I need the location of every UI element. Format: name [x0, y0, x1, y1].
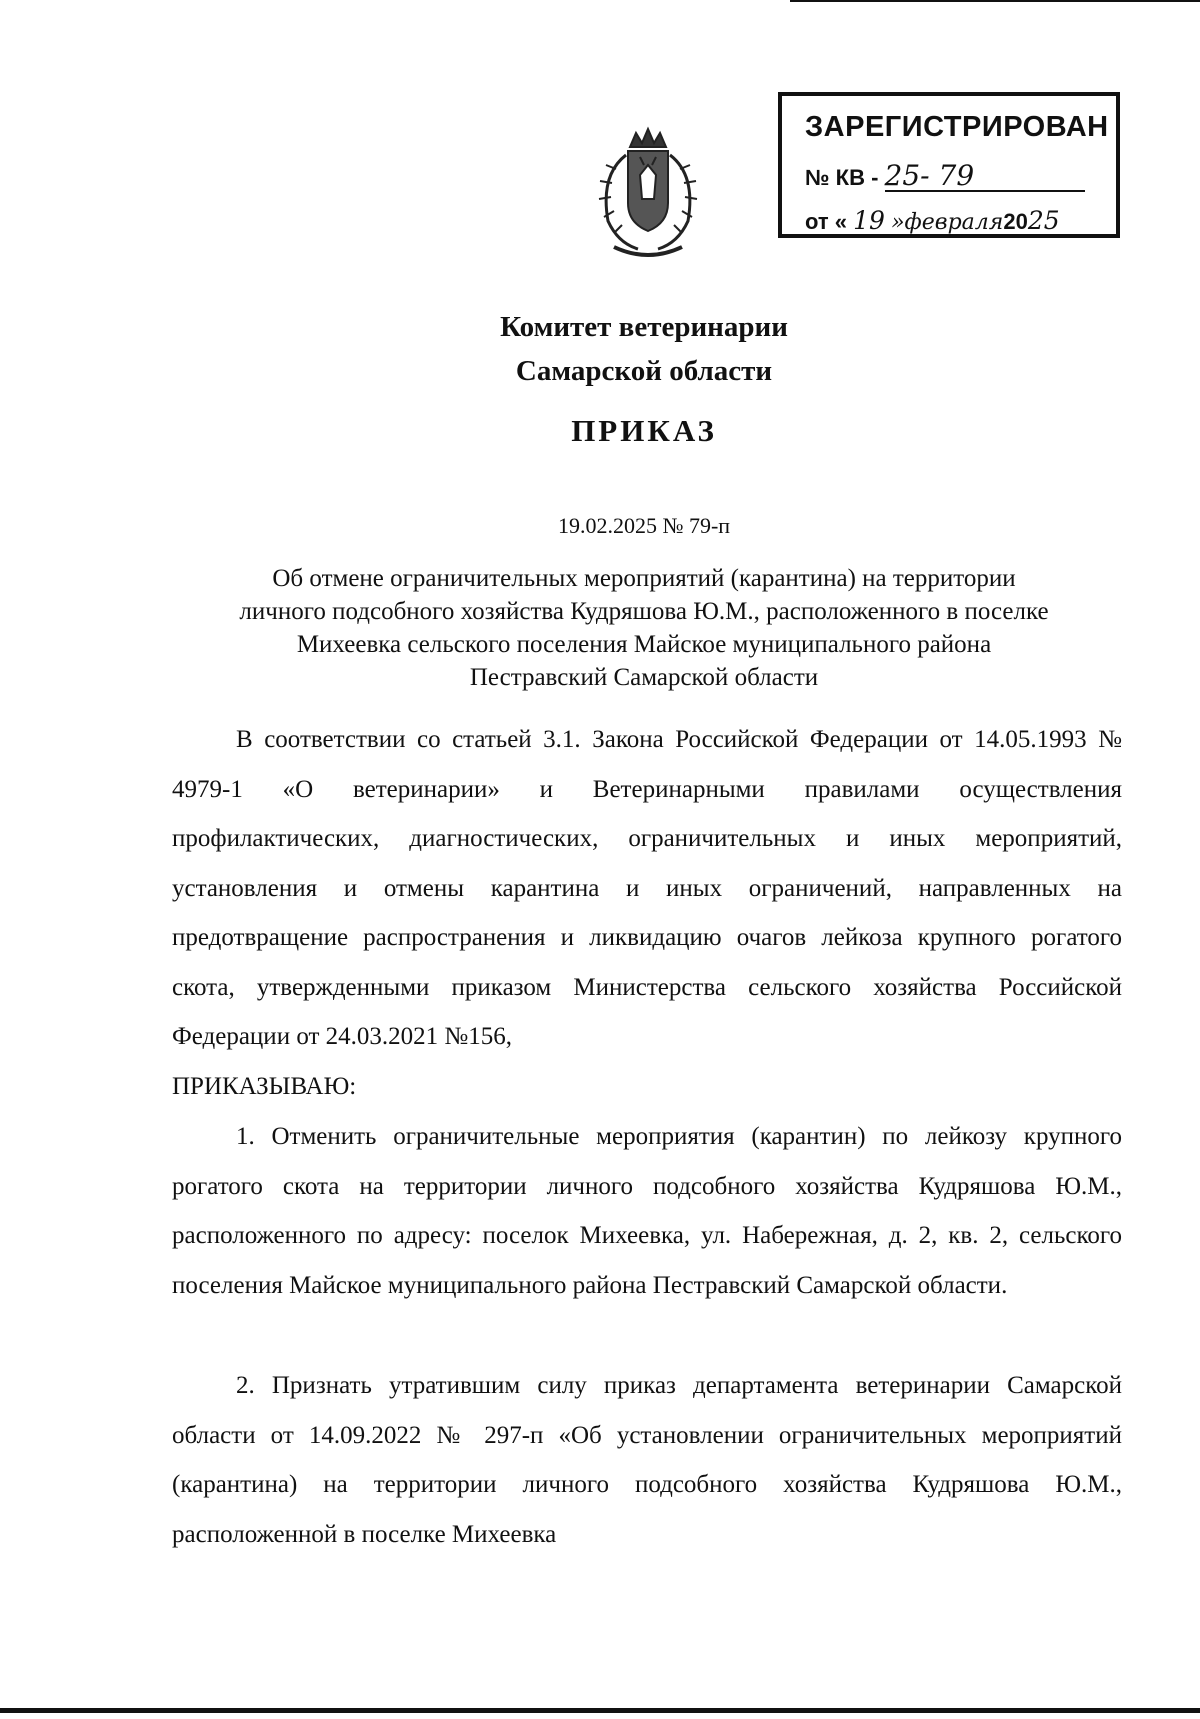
stamp-date-year-prefix: 20 — [1003, 209, 1028, 234]
organization-name — [0, 305, 1200, 393]
order-item-1: 1. Отменить ограничительные мероприятия (карантин) по лейкозу крупного рогатого скота на территории личного подсобного хозяйства Кудряшова Ю.М., расположенного по адресу: поселок Михеевка, ул. Набережная, д. 2, кв. 2, сельского поселения Майское муниципального района Пестравский Самарской области. — [172, 1123, 1122, 1299]
stamp-date-month: »февраля — [891, 210, 1004, 235]
subject-line-4: Пестравский Самарской области — [469, 664, 819, 691]
preamble-paragraph: В соответствии со статьей 3.1. Закона Российской Федерации от 14.05.1993 № 4979-1 «О ветеринарии» и Ветеринарными правилами осуществления профилактических, диагностических, ограничительных и иных мероприятий, установления и отмены карантина и иных ограничений, направленных на предотвращение распространения и ликвидацию очагов лейкоза крупного рогатого скота, утвержденными приказом Министерства сельского хозяйства Российской Федерации от 24.03.2021 №156, — [172, 726, 1122, 1050]
organization-line-1: Комитет ветеринарии — [500, 311, 788, 343]
order-item-2: 2. Признать утратившим силу приказ департамента ветеринарии Самарской области от 14.09.2022 № 297-п «Об установлении ограничительных мероприятий (карантина) на территории личного подсобного хозяйства Кудряшова Ю.М., расположенной в поселке Михеевка — [172, 1372, 1122, 1548]
subject-line-1: Об отмене ограничительных мероприятий (карантина) на территории — [272, 565, 1016, 592]
document-type: ПРИКАЗ — [571, 413, 717, 448]
stamp-date-label: от « — [805, 209, 848, 234]
document-subject — [0, 562, 1200, 694]
samara-coat-of-arms-icon — [578, 125, 718, 265]
registration-stamp — [778, 92, 1120, 238]
stamp-date-row — [805, 208, 1060, 236]
stamp-number-line — [884, 159, 1085, 192]
stamp-date-line — [853, 208, 1060, 236]
subject-line-2: личного подсобного хозяйства Кудряшова Ю.М., расположенного в поселке — [239, 598, 1049, 625]
stamp-date-year-suffix: 25 — [1027, 206, 1060, 235]
order-word: ПРИКАЗЫВАЮ: — [172, 1073, 357, 1100]
stamp-number-label: № КВ - — [805, 165, 879, 190]
scan-edge-line-bottom — [0, 1708, 1200, 1713]
stamp-number-row — [805, 159, 1085, 192]
scan-edge-line-top — [790, 0, 1200, 2]
stamp-number-handwritten: 25- 79 — [884, 159, 975, 192]
document-date-number: 19.02.2025 № 79-п — [557, 513, 731, 538]
subject-line-3: Михеевка сельского поселения Майское муниципального района — [296, 631, 992, 658]
stamp-title: ЗАРЕГИСТРИРОВАН — [805, 111, 1109, 143]
stamp-date-day: 19 — [853, 206, 885, 235]
organization-line-2: Самарской области — [515, 355, 773, 387]
